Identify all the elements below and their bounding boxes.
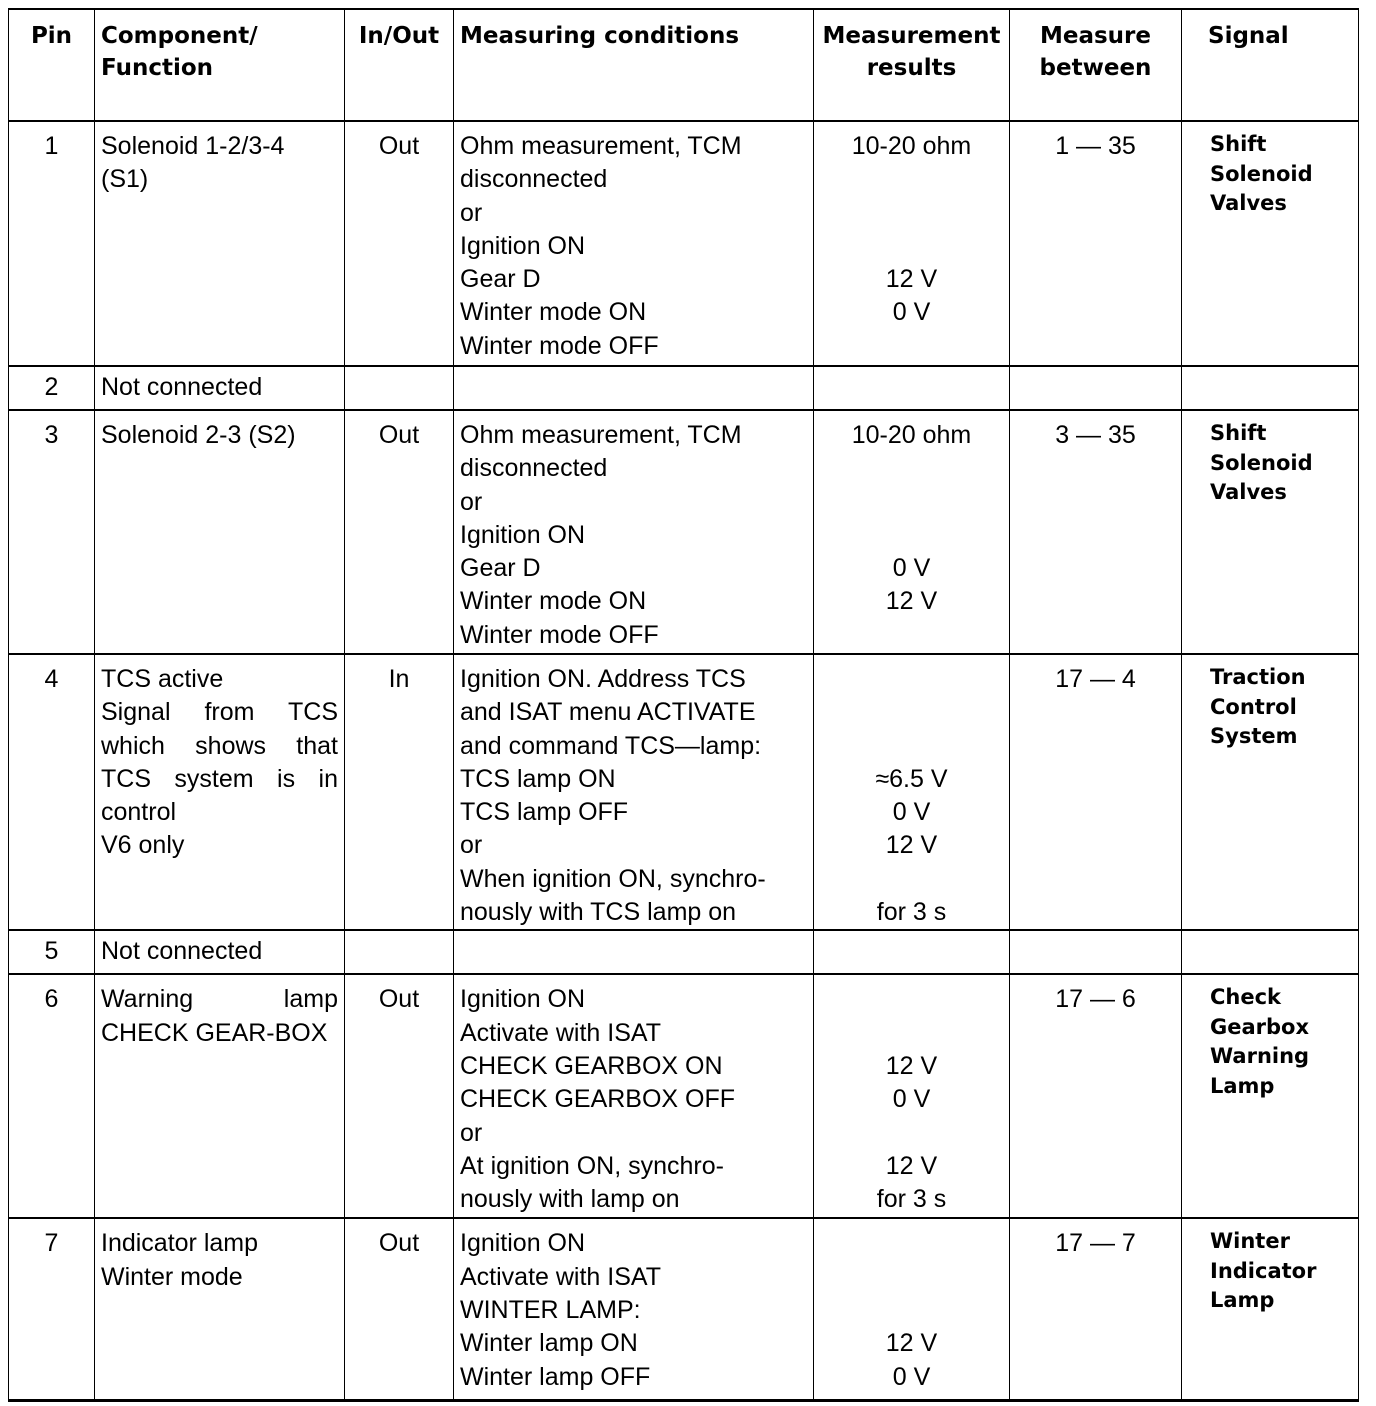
cell-signal: [1182, 930, 1359, 974]
cell-signal: Shift Solenoid Valves: [1182, 410, 1359, 654]
table-row: [9, 654, 1359, 930]
cell-pin: 1: [9, 121, 95, 366]
cell-pin: 5: [9, 930, 95, 974]
table-row: [9, 121, 1359, 366]
header-inout: In/Out: [345, 9, 454, 121]
cell-inout: Out: [345, 974, 454, 1218]
cell-between: [1010, 930, 1182, 974]
table-row: [9, 930, 1359, 974]
cell-results: 12 V 0 V 12 V for 3 s: [814, 974, 1010, 1218]
cell-pin: 3: [9, 410, 95, 654]
cell-between: [1010, 366, 1182, 410]
cell-conditions: [454, 930, 814, 974]
cell-component: Solenoid 2-3 (S2): [95, 410, 345, 654]
cell-signal: Traction Control System: [1182, 654, 1359, 930]
cell-results: [814, 366, 1010, 410]
header-between: Measure between: [1010, 9, 1182, 121]
cell-results: [814, 930, 1010, 974]
header-row: [9, 9, 1359, 121]
table-row: [9, 410, 1359, 654]
cell-inout: [345, 930, 454, 974]
cell-signal: Shift Solenoid Valves: [1182, 121, 1359, 366]
cell-signal: Winter Indicator Lamp: [1182, 1218, 1359, 1400]
cell-conditions: Ignition ON Activate with ISAT CHECK GEARBOX ON CHECK GEARBOX OFF or At ignition ON, synchro- nously with lamp on: [454, 974, 814, 1218]
header-conditions: Measuring conditions: [454, 9, 814, 121]
cell-between: 17 — 7: [1010, 1218, 1182, 1400]
cell-component: Solenoid 1-2/3-4 (S1): [95, 121, 345, 366]
cell-between: 17 — 6: [1010, 974, 1182, 1218]
cell-signal: Check Gearbox Warning Lamp: [1182, 974, 1359, 1218]
cell-pin: 2: [9, 366, 95, 410]
cell-inout: [345, 366, 454, 410]
cell-between: 1 — 35: [1010, 121, 1182, 366]
cell-results: 10-20 ohm 0 V 12 V: [814, 410, 1010, 654]
cell-component: Indicator lamp Winter mode: [95, 1218, 345, 1400]
cell-component: Warning lamp CHECK GEAR-BOX: [95, 974, 345, 1218]
cell-inout: Out: [345, 1218, 454, 1400]
cell-results: 10-20 ohm 12 V 0 V: [814, 121, 1010, 366]
header-results: Measurement results: [814, 9, 1010, 121]
table-row: [9, 366, 1359, 410]
cell-pin: 6: [9, 974, 95, 1218]
cell-component: Not connected: [95, 930, 345, 974]
cell-component: Not connected: [95, 366, 345, 410]
cell-results: 12 V 0 V: [814, 1218, 1010, 1400]
cell-conditions: Ohm measurement, TCM disconnected or Ignition ON Gear D Winter mode ON Winter mode OFF: [454, 410, 814, 654]
cell-conditions: [454, 366, 814, 410]
header-component: Component/ Function: [95, 9, 345, 121]
cell-inout: Out: [345, 121, 454, 366]
table-row: [9, 974, 1359, 1218]
header-signal: Signal: [1182, 9, 1359, 121]
cell-component: TCS active Signal from TCS which shows that TCS system is in control V6 only: [95, 654, 345, 930]
cell-between: 3 — 35: [1010, 410, 1182, 654]
cell-pin: 7: [9, 1218, 95, 1400]
cell-between: 17 — 4: [1010, 654, 1182, 930]
cell-conditions: Ohm measurement, TCM disconnected or Ignition ON Gear D Winter mode ON Winter mode OFF: [454, 121, 814, 366]
cell-inout: In: [345, 654, 454, 930]
cell-inout: Out: [345, 410, 454, 654]
cell-pin: 4: [9, 654, 95, 930]
cell-conditions: Ignition ON. Address TCS and ISAT menu ACTIVATE and command TCS—lamp: TCS lamp ON TCS lamp OFF or When ignition ON, synchro- nously with TCS lamp on: [454, 654, 814, 930]
cell-signal: [1182, 366, 1359, 410]
pin-measurement-table: [8, 8, 1359, 1402]
header-pin: Pin: [9, 9, 95, 121]
table-row: [9, 1218, 1359, 1400]
cell-conditions: Ignition ON Activate with ISAT WINTER LAMP: Winter lamp ON Winter lamp OFF: [454, 1218, 814, 1400]
cell-results: ≈6.5 V 0 V 12 V for 3 s: [814, 654, 1010, 930]
